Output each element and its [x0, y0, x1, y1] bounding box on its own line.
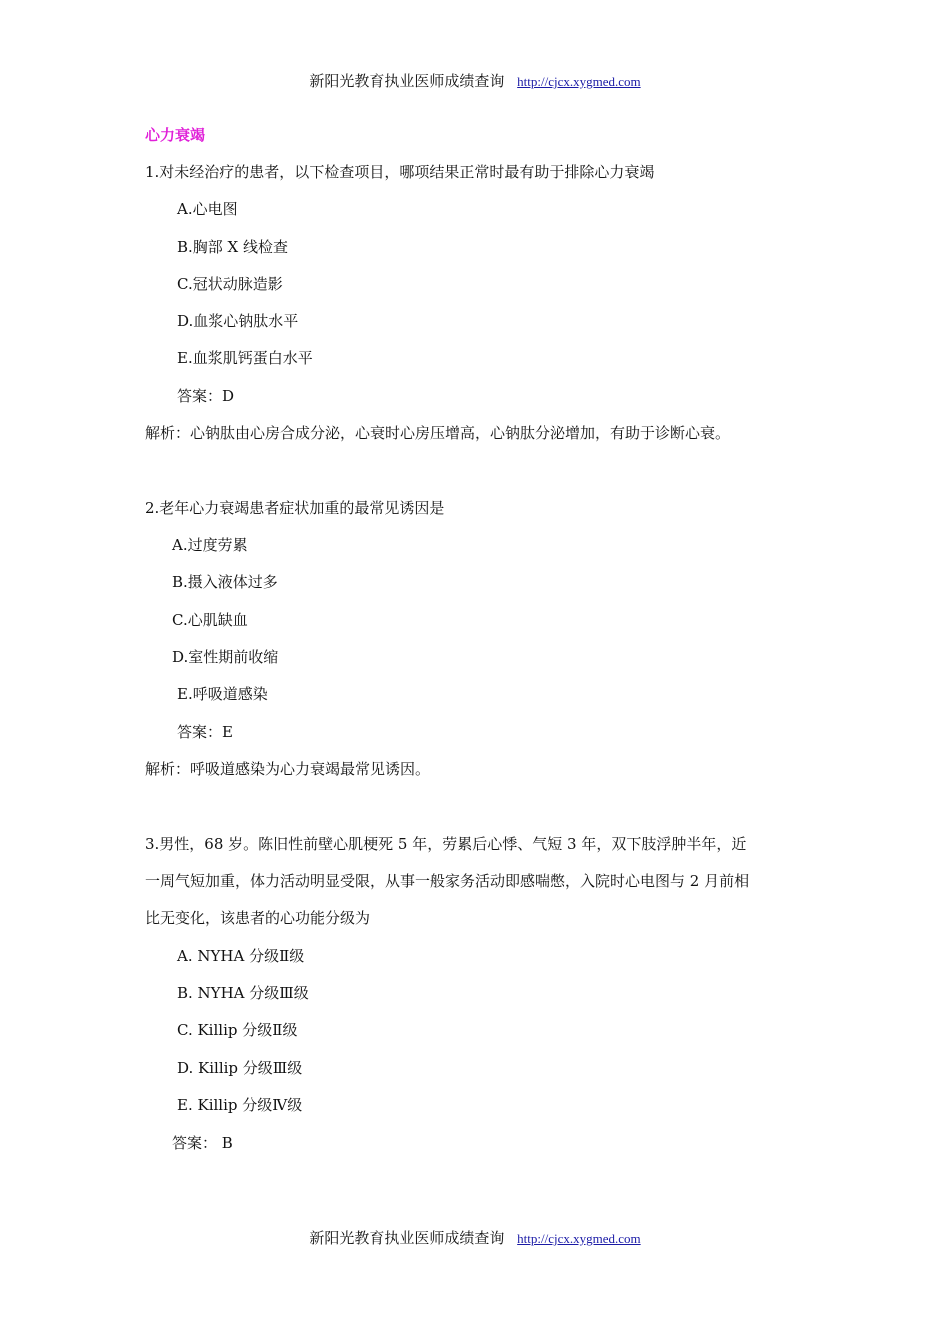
q1-option-a: A.心电图: [177, 200, 238, 218]
q1-answer: 答案：D: [177, 387, 235, 405]
q2-option-e: E.呼吸道感染: [177, 685, 268, 703]
q2-option-c: C.心肌缺血: [172, 611, 248, 629]
page-footer: [0, 1227, 950, 1248]
q3-option-b: B. NYHA 分级Ⅲ级: [177, 984, 309, 1002]
q1-option-e: E.血浆肌钙蛋白水平: [177, 349, 313, 367]
q1-option-d: D.血浆心钠肽水平: [177, 312, 299, 330]
header-url-link[interactable]: http://cjcx.xygmed.com: [517, 74, 641, 89]
section-title: 心力衰竭: [145, 126, 206, 144]
q1-analysis: 解析：心钠肽由心房合成分泌，心衰时心房压增高，心钠肽分泌增加，有助于诊断心衰。: [145, 424, 731, 442]
q3-stem-line-3: 比无变化，该患者的心功能分级为: [145, 909, 371, 927]
header-site-name: 新阳光教育执业医师成绩查询: [309, 72, 505, 90]
q2-answer: 答案：E: [177, 723, 233, 741]
q3-option-c: C. Killip 分级Ⅱ级: [177, 1021, 298, 1039]
q2-analysis: 解析：呼吸道感染为心力衰竭最常见诱因。: [145, 760, 431, 778]
q3-option-a: A. NYHA 分级Ⅱ级: [177, 947, 305, 965]
q3-stem-line-2: 一周气短加重，体力活动明显受限，从事一般家务活动即感喘憋，入院时心电图与 2 月前相: [145, 872, 750, 890]
q3-stem-line-1: 3.男性，68 岁。陈旧性前壁心肌梗死 5 年，劳累后心悸、气短 3 年，双下肢浮肿半年，近: [145, 835, 747, 853]
q3-option-d: D. Killip 分级Ⅲ级: [177, 1059, 303, 1077]
q3-answer: 答案： B: [172, 1134, 233, 1152]
q1-option-c: C.冠状动脉造影: [177, 275, 283, 293]
q3-option-e: E. Killip 分级Ⅳ级: [177, 1096, 303, 1114]
q2-option-a: A.过度劳累: [172, 536, 248, 554]
q1-stem: 1.对未经治疗的患者，以下检查项目，哪项结果正常时最有助于排除心力衰竭: [145, 163, 655, 181]
q2-option-b: B.摄入液体过多: [172, 573, 278, 591]
footer-site-name: 新阳光教育执业医师成绩查询: [309, 1229, 505, 1247]
footer-url-link[interactable]: http://cjcx.xygmed.com: [517, 1231, 641, 1246]
q2-stem: 2.老年心力衰竭患者症状加重的最常见诱因是: [145, 499, 445, 517]
q2-option-d: D.室性期前收缩: [172, 648, 279, 666]
page-header: [0, 70, 950, 91]
q1-option-b: B.胸部 X 线检查: [177, 238, 289, 256]
